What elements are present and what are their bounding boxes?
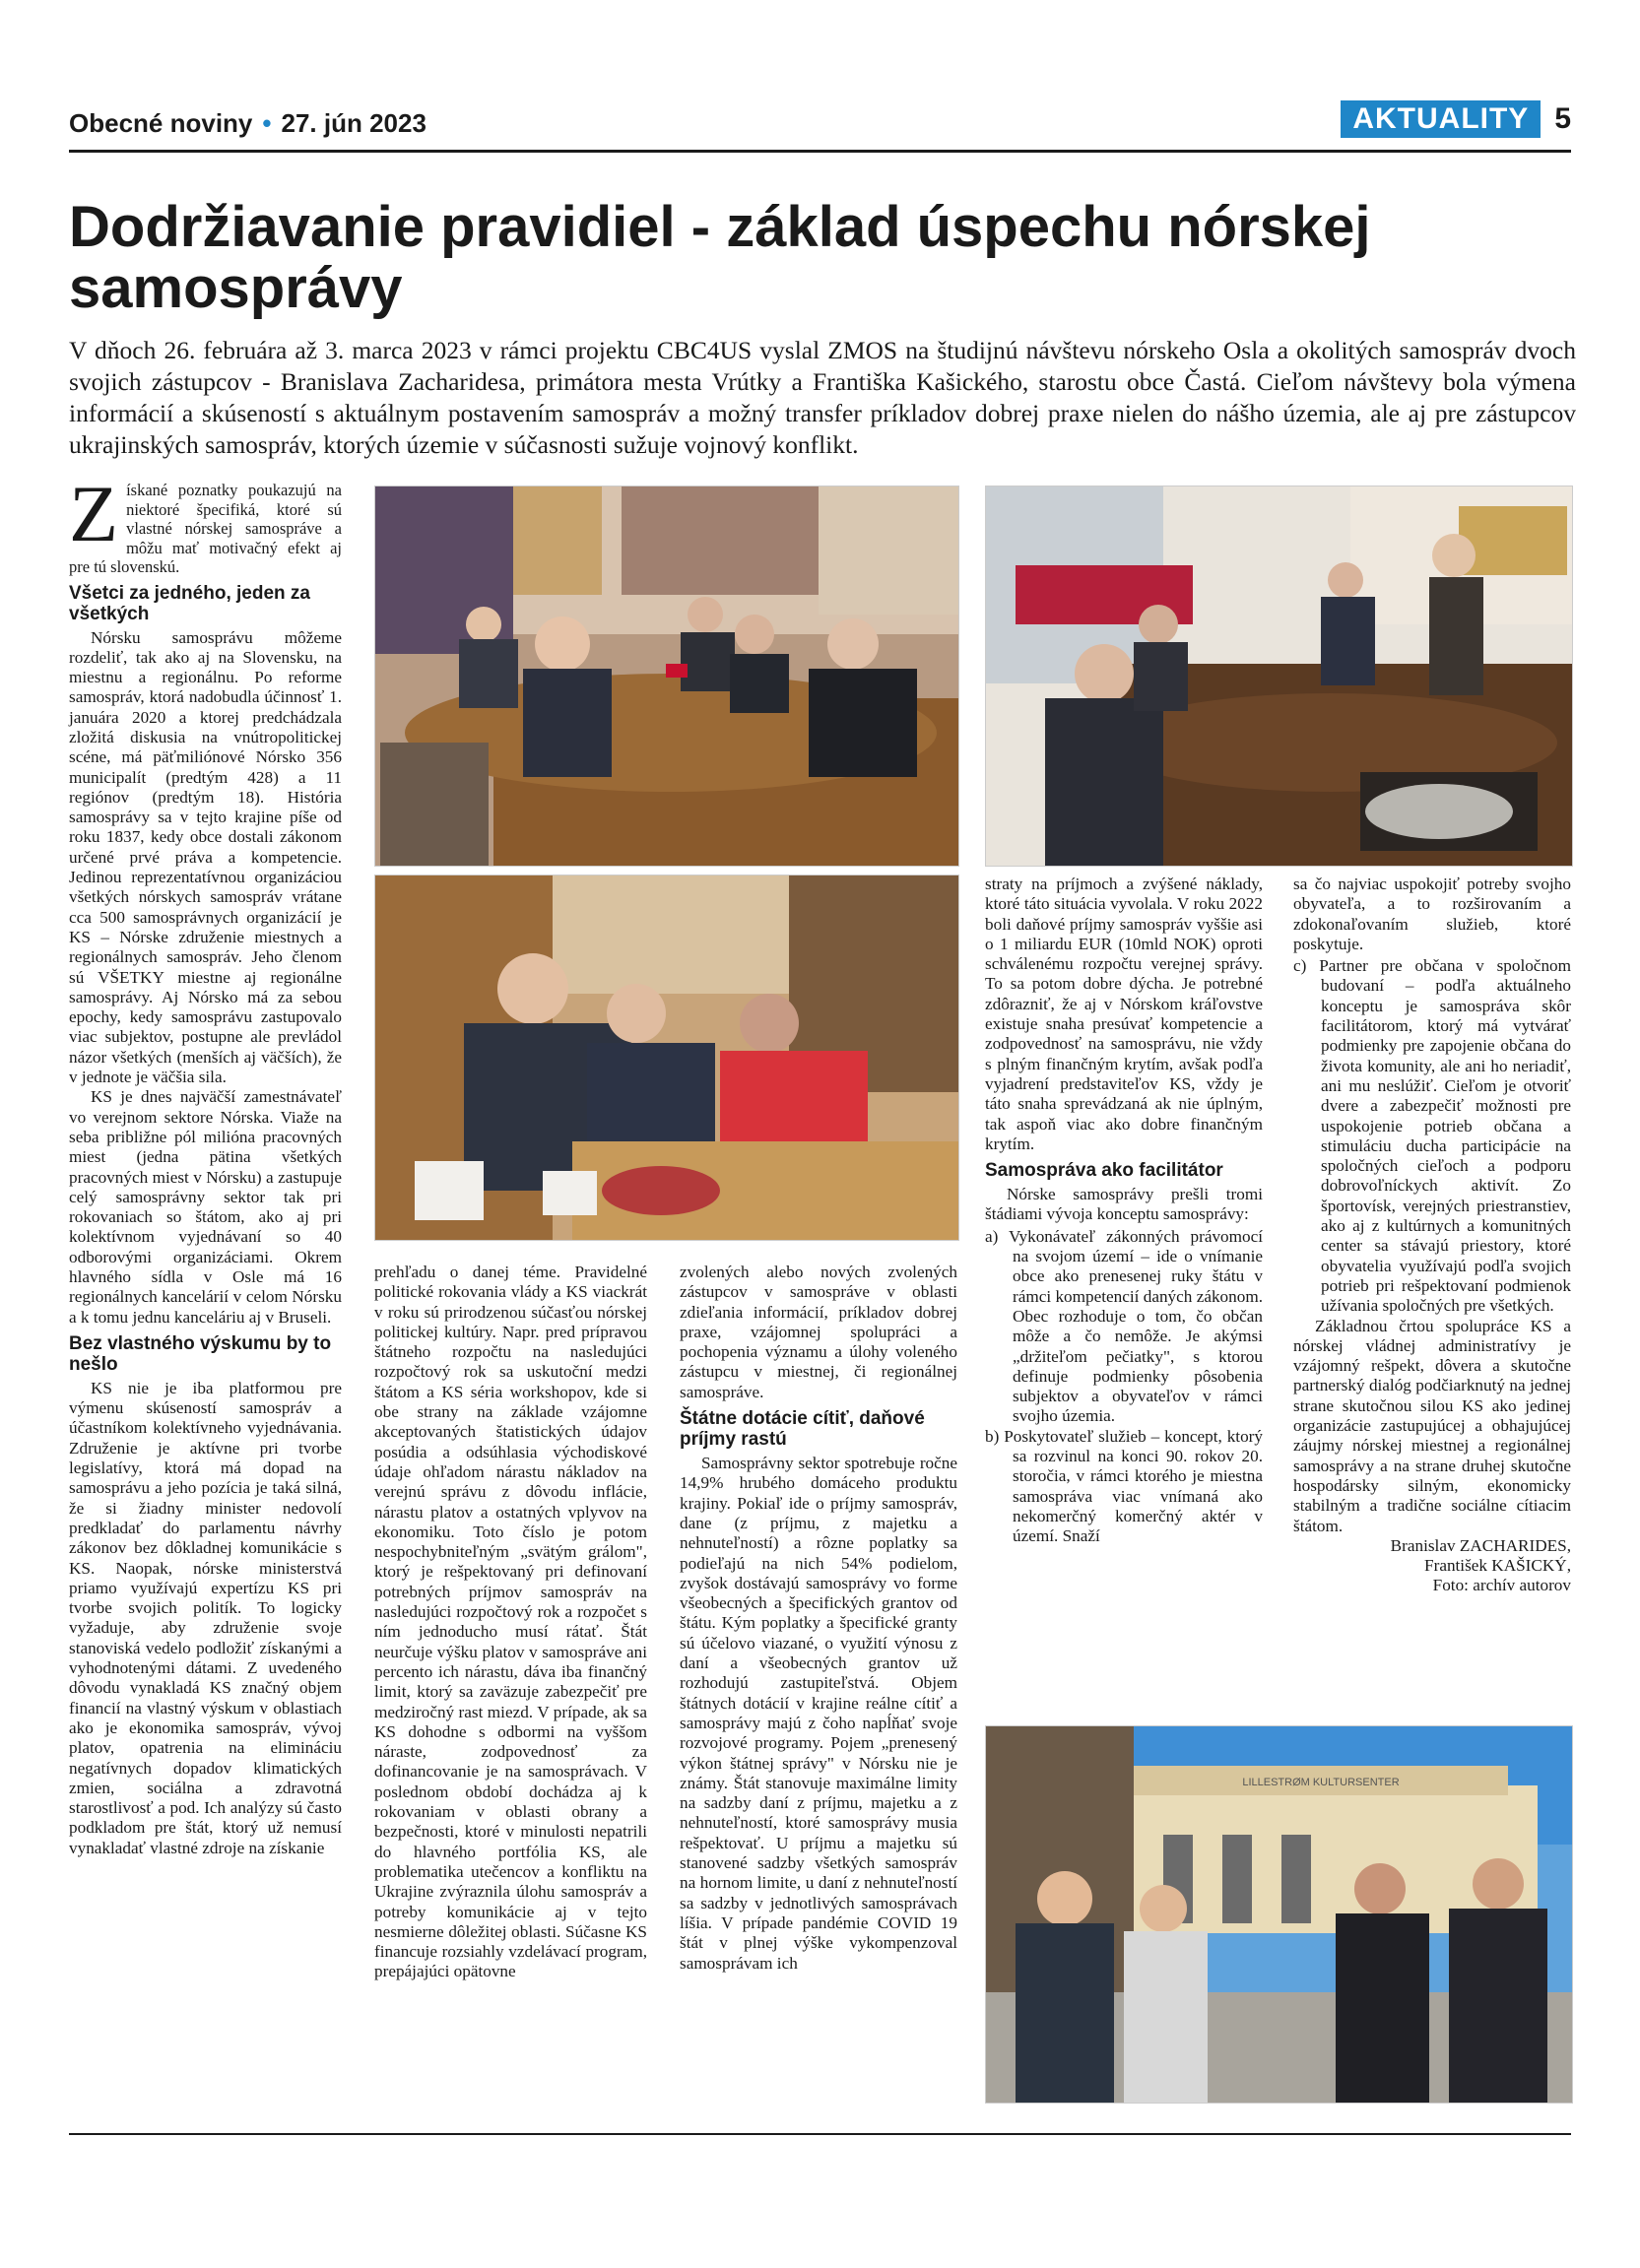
article-lead: V dňoch 26. februára až 3. marca 2023 v rámci projektu CBC4US vyslal ZMOS na študijnú návštevu nórskeho Osla a okolitých samospráv dvoch svojich zástupcov - Branislava Zacharidesa, primátora mesta Vrútky a Františka Kašického, starostu obce Častá. Cieľom návštevy bola výmena informácií a skúseností s aktuálnym postavením samospráv a možný transfer príkladov dobrej praxe nielen do nášho územia, ale aj pre zástupcov ukrajinských samospráv, ktorých územie v súčasnosti sužuje vojnový konflikt. bbox=[69, 336, 1576, 459]
list-item-c: c) Partner pre občana v spoločnom budovaní – podľa aktuálneho konceptu je samospráva skôr facilitátorom, ktorý má vytvárať podmienky pre zapojenie občana do života komunity, ale ani ho neriadiť, ani mu neslúžiť. Cieľom je otvoriť dvere a zabezpečiť možnosti pre uspokojenie potrieb občana a stimuláciu ducha participácie na spoločných cieľoch a podporu dobrovoľníckych aktivít. Zo športovísk, verejných priestranstiev, ako aj z kultúrnych a komunitných center sa stávajú priestory, ktoré obyvatelia využívajú podľa svojich potrieb pri rešpektovaní podmienok užívania spoločných pre všetkých. bbox=[1293, 956, 1571, 1316]
publication-name: Obecné noviny bbox=[69, 108, 253, 138]
paragraph: Nórsku samosprávu môžeme rozdeliť, tak ako aj na Slovensku, na miestnu a regionálnu. Po reforme samospráv, ktorá nadobudla účinnosť 1. januára 2020 a ktorej predchádzala zložitá diskusia na vnútropolitickej scéne, má päťmiliónové Nórsko 356 municipalít (predtým 428) a 11 regiónov (predtým 18). História samosprávy sa v tejto krajine píše od roku 1837, kedy obce dostali zákonom určené prvé práva a kompetencie. Jedinou reprezentatívnou organizáciou všetkých nórskych samospráv vrátane cca 500 samosprávnych organizácií je KS – Nórske združenie miestnych a regionálnych samospráv. Jeho členom sú VŠETKY miestne aj regionálne samosprávy. Aj Nórsko má za sebou epochy, kedy samosprávu zastupovalo viac subjektov, postupne ale prevládol názor všetkých (menších aj väčších), že v jednote je väčšia sila. bbox=[69, 627, 342, 1087]
photo-credit: Foto: archív autorov bbox=[1432, 1576, 1571, 1595]
paragraph: straty na príjmoch a zvýšené náklady, ktoré táto situácia vyvolala. V roku 2022 boli daňové príjmy samospráv vyššie asi o 1 miliardu EUR (10mld NOK) oproti schválenému rozpočtu verejnej správy. To sa potom dobre dýcha. Je potrebné zdôrazniť, že aj v Nórskom kráľovstve existuje snaha presúvať kompetencie a zodpovednosť na samosprávu, nie vždy s plným finančným krytím, avšak podľa vyjadrení predstaviteľov KS, vždy je táto snaha sprevádzaná ak nie úplným, tak aspoň viac ako dobre finančným krytím. bbox=[985, 875, 1263, 1153]
concept-list-cont bbox=[1293, 956, 1571, 1316]
photo-group-outdoors bbox=[985, 1725, 1573, 2104]
building-sign: LILLESTRØM KULTURSENTER bbox=[1242, 1777, 1400, 1788]
group-outdoors-image bbox=[986, 1726, 1572, 2103]
subheading-research: Bez vlastného výskumu by to nešlo bbox=[69, 1332, 332, 1375]
photo-meeting-table bbox=[374, 486, 959, 867]
paragraph: sa čo najviac uspokojiť potreby svojho obyvateľa, a to rozširovaním a zdokonaľovaním služieb, ktoré poskytuje. bbox=[1293, 875, 1571, 953]
section-label: AKTUALITY bbox=[1341, 100, 1541, 138]
column-5 bbox=[1293, 875, 1571, 1596]
author-signature bbox=[1293, 1536, 1571, 1596]
issue-date: 27. jún 2023 bbox=[281, 108, 426, 138]
concept-list bbox=[985, 1227, 1263, 1547]
meeting-table-image bbox=[375, 486, 958, 866]
author-1: Branislav ZACHARIDES, bbox=[1390, 1535, 1571, 1555]
standing-meeting-image bbox=[986, 486, 1572, 866]
page-number: 5 bbox=[1554, 102, 1571, 135]
subheading-all-for-one: Všetci za jedného, jeden za všetkých bbox=[69, 582, 310, 624]
paragraph: zvolených alebo nových zvolených zástupcov v samospráve v oblasti zdieľania informácií, príkladov dobrej praxe, vzájomnej spolupráci a pochopenia významu a úlohy voleného zástupcu v miestnej, či regionálnej samospráve. bbox=[680, 1263, 957, 1401]
paragraph: KS nie je iba platformou pre výmenu skúseností samospráv a účastníkom kolektívneho vyjednávania. Združenie je aktívne pri tvorbe legislatívy, ktorá má dopad na samosprávu a jeho pozícia je taká silná, že si žiadny minister nedovolí predkladať do parlamentu návrhy zákonov bez dôkladnej komunikácie s KS. Naopak, nórske ministerstvá priamo využívajú expertízu KS pri tvorbe svojich politík. To logicky vyžaduje, aby združenie svoje stanoviská vedelo podložiť získanými a vyhodnotenými dátami. Z uvedeného dôvodu vynakladá KS značný objem financií na vlastný výskum v oblastiach ako je ekonomika samospráv, vývoj platov, opatrenia na elimináciu negatívnych dopadov klimatických zmien, sociálna a zdravotná starostlivosť a pod. Ich analýzy sú často podkladom pre štát, ktorý už nemusí vynakladať vlastné zdroje na získanie bbox=[69, 1378, 342, 1857]
article-title: Dodržiavanie pravidiel - základ úspechu nórskej samosprávy bbox=[69, 195, 1371, 320]
column-2 bbox=[374, 1263, 647, 1982]
author-2: František KAŠICKÝ, bbox=[1424, 1556, 1571, 1576]
drop-cap: Z bbox=[69, 469, 119, 558]
paragraph: KS je dnes najväčší zamestnávateľ vo verejnom sektore Nórska. Viaže na seba približne pól milióna pracovných miest (jedna pätina všetkých pracovných miest v Nórsku) a zastupuje celý samosprávny sektor tak pri rokovaniach so štátom, ako aj pri kolektívnom vyjednávaní so 40 odborovými organizáciami. Okrem hlavného sídla v Osle má 16 regionálnych kancelárií v celom Nórsku a k tomu jednu kanceláriu aj v Bruseli. bbox=[69, 1087, 342, 1327]
subheading-state-subsidies: Štátne dotácie cítiť, daňové príjmy rastú bbox=[680, 1408, 925, 1451]
page-header-right bbox=[1341, 100, 1571, 138]
page-header-left bbox=[69, 108, 426, 139]
column-3 bbox=[680, 1263, 957, 1974]
bottom-rule bbox=[69, 2133, 1571, 2135]
photo-standing-meeting bbox=[985, 486, 1573, 867]
intro-text: ískané poznatky poukazujú na niektoré špecifiká, ktoré sú vlastné nórskej samospráve a môžu mať motivačný efekt aj pre tú slovenskú. bbox=[69, 481, 342, 576]
header-separator: • bbox=[262, 108, 272, 138]
list-item-b: b) Poskytovateľ služieb – koncept, ktorý sa rozvinul na konci 90. rokov 20. storočia, v rámci ktorého je miestna samospráva viac vnímaná ako nekomerčný komerčný aktér v území. Snaží bbox=[985, 1426, 1263, 1546]
intro-paragraph bbox=[69, 469, 342, 577]
subheading-facilitator: Samospráva ako facilitátor bbox=[985, 1160, 1223, 1182]
header-rule bbox=[69, 150, 1571, 153]
photo-delegation-table bbox=[374, 875, 959, 1241]
paragraph: Samosprávny sektor spotrebuje ročne 14,9% hrubého domáceho produktu krajiny. Pokiaľ ide o príjmy samospráv, dane (z príjmu, z majetku a nehnuteľností) a rôzne poplatky sa podieľajú na nich 54% podielom, zvyšok dostávajú samosprávy vo forme všeobecných a špecifických grantov od štátu. Kým poplatky a špecifické granty sú účelovo viazané, o využití výnosu z daní a všeobecných grantov už rozhodujú zastupiteľstvá. Objem štátnych dotácií v krajine reálne cítiť a samosprávy majú z čoho napĺňať svoje rozvojové programy. Pojem „prenesený výkon štátnej správy" v Nórsku nie je známy. Štát stanovuje maximálne limity na sadzby daní z príjmu, majetku a z nehnuteľností, ktoré samosprávy musia rešpektovať. U príjmu a majetku sú stanovené sadzby všetkých samospráv na hornom limite, u daní z nehnuteľností sa sadzby v jednotlivých samosprávach líšia. V prípade pandémie COVID 19 štát v plnej výške vykompenzoval samosprávam ich bbox=[680, 1454, 957, 1973]
list-item-a: a) Vykonávateľ zákonných právomocí na svojom území – ide o vnímanie obce ako prenesenej ruky štátu v rámci kompetencií daných zákonom. Obec rozhoduje o tom, čo občan môže a čo nemôže. Je akýmsi „držiteľom pečiatky", s ktorou definuje podmienky pôsobenia subjektov a obyvateľov v rámci svojho územia. bbox=[985, 1226, 1263, 1426]
paragraph: Základnou črtou spolupráce KS a nórskej vládnej administratívy je vzájomný rešpekt, dôvera a skutočne partnerský dialóg podčiarknutý na jednej strane skutočnou silou KS ako jedinej organizácie zastupujúcej a obhajujúcej záujmy nórskej miestnej a regionálnej samosprávy a na strane druhej skutočne hospodársky silným, ekonomicky stabilným a tradične sociálne cítiacim štátom. bbox=[1293, 1316, 1571, 1535]
paragraph: prehľadu o danej téme. Pravidelné politické rokovania vlády a KS viackrát v roku sú prirodzenou súčasťou nórskej politickej kultúry. Napr. pred prípravou štátneho rozpočtu na nasledujúci rozpočtový rok sa uskutoční medzi štátom a KS séria workshopov, kde si obe strany na základe vzájomne akceptovaných štatistických údajov posúdia a odsúhlasia východiskové údaje ohľadom nárastu nákladov na verejnú správu z dôvodu inflácie, nárastu platov a ostatných vplyvov na ekonomiku. Toto číslo je potom nespochybniteľným „svätým grálom", ktorý je rešpektovaný pri definovaní potrebných príjmov samospráv na nasledujúci rozpočtový rok a rozpočet s ním jednoducho musí rátať. Štát neurčuje výšku platov v samospráve ani percento ich nárastu, dáva iba finančný limit, ktorý sa zaväzuje zabezpečiť pre medziročný rast miezd. V prípade, ak sa KS dohodne s odbormi na vyššom náraste, zodpovednosť za dofinancovanie je na samosprávach. V poslednom období dochádza aj k rokovaniam v oblasti obrany a bezpečnosti, ktoré v minulosti nepatrili do hlavného portfólia KS, ale problematika utečencov a konfliktu na Ukrajine zvýraznila úlohu samospráv a potreby komunikácie aj v tejto nesmierne dôležitej oblasti. Súčasne KS financuje rozsiahly vzdelávací program, prepájajúci opätovne bbox=[374, 1263, 647, 1981]
delegation-table-image bbox=[375, 875, 958, 1240]
column-4 bbox=[985, 875, 1263, 1547]
column-1 bbox=[69, 469, 342, 1858]
paragraph: Nórske samosprávy prešli tromi štádiami vývoja konceptu samosprávy: bbox=[985, 1185, 1263, 1224]
